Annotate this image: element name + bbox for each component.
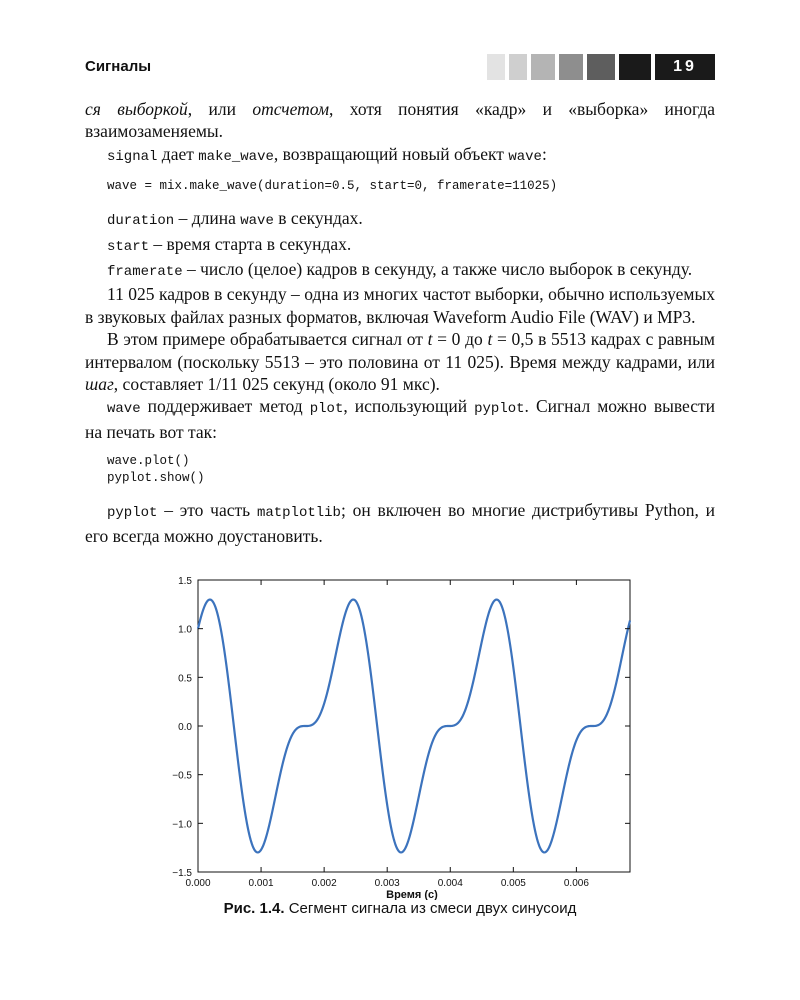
term: выборкой [117, 99, 188, 119]
figure [150, 570, 650, 935]
page-body [85, 98, 715, 547]
y-tick-label: 1.5 [178, 576, 192, 587]
header-bar [559, 54, 583, 80]
y-tick-label: 0.0 [178, 722, 192, 733]
paragraph: framerate – число (целое) кадров в секунду, а также число выборок в секунду. [107, 259, 693, 281]
paragraph: ся выборкой, или отсчетом, хотя понятия «кадр» и «выборка» иногда взаимозаменяемы. [85, 99, 715, 142]
x-tick-label: 0.004 [437, 878, 463, 889]
x-tick-label: 0.006 [563, 878, 589, 889]
paragraph: duration – длина wave в секундах. [107, 208, 363, 230]
running-title: Сигналы [85, 58, 152, 75]
x-tick-label: 0.001 [248, 878, 274, 889]
header-bar [587, 54, 615, 80]
term: отсчетом [252, 99, 330, 119]
header-bar [487, 54, 505, 80]
code-block: wave.plot() pyplot.show() [107, 454, 205, 486]
y-tick-label: 0.5 [178, 673, 192, 685]
header-bar [509, 54, 527, 80]
x-axis-label: Время (с) [386, 889, 438, 900]
page-header [85, 54, 715, 82]
x-tick-label: 0.003 [374, 878, 400, 889]
paragraph: wave поддерживает метод plot, использующий pyplot. Сигнал можно вывести на печать вот так: [85, 396, 716, 442]
series-line-mix [198, 600, 630, 853]
paragraph: pyplot – это часть matplotlib; он включен во многие дистрибутивы Python, и его всегда можно доустановить. [85, 500, 715, 546]
y-tick-label: −0.5 [172, 770, 192, 782]
header-bar [531, 54, 555, 80]
waveform-chart [150, 570, 650, 900]
y-tick-label: −1.5 [172, 868, 192, 879]
paragraph: В этом примере обрабатывается сигнал от t = 0 до t = 0,5 в 5513 кадрах с равным интервалом (поскольку 5513 – это половина от 11 025). Время между кадрами, или шаг, составляет 1/11 025 секунд (около 91 мкс). [85, 329, 716, 395]
header-bar [619, 54, 651, 80]
caption-text: Сегмент сигнала из смеси двух синусоид [284, 900, 577, 917]
code-block: wave = mix.make_wave(duration=0.5, start=0, framerate=11025) [107, 179, 558, 194]
x-tick-label: 0.002 [311, 878, 337, 889]
paragraph: signal дает make_wave, возвращающий новый объект wave: [107, 143, 547, 165]
plot-frame [198, 580, 630, 872]
term: шаг [85, 374, 114, 395]
x-tick-label: 0.005 [500, 878, 526, 889]
figure-caption [0, 900, 800, 917]
y-tick-label: −1.0 [172, 819, 192, 831]
page-number: 19 [655, 54, 715, 80]
paragraph: start – время старта в секундах. [107, 233, 352, 255]
y-tick-label: 1.0 [178, 624, 192, 636]
header-decoration [483, 54, 715, 80]
caption-label: Рис. 1.4. [223, 900, 285, 917]
x-tick-label: 0.000 [185, 878, 211, 889]
paragraph: 11 025 кадров в секунду – одна из многих частот выборки, обычно используемых в звуковых файлах разных форматов, включая Waveform Audio File (WAV) и MP3. [85, 284, 715, 327]
